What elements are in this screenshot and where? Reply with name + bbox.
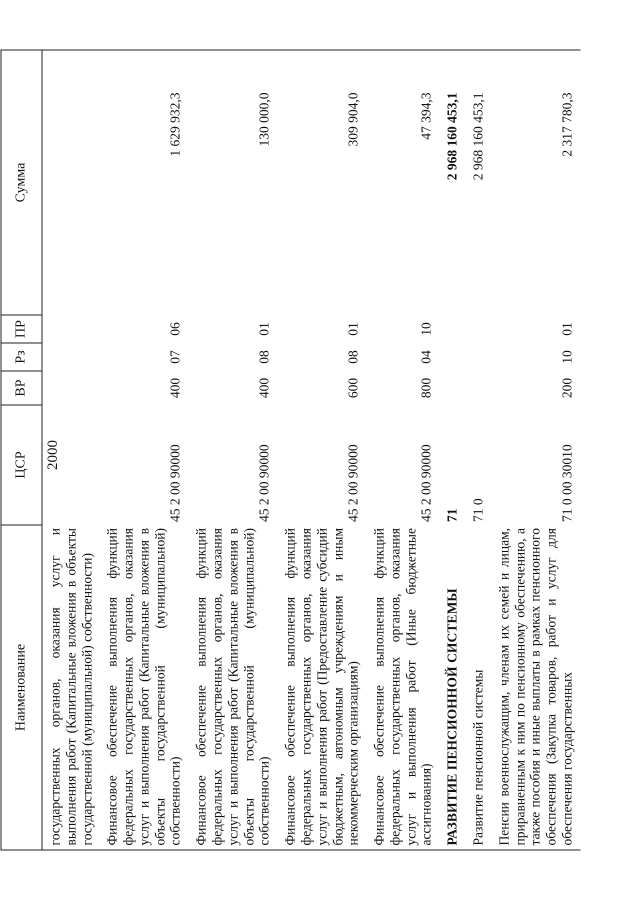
row-vr: 600 [345,377,361,399]
header-rz: Рз [1,343,42,371]
row-vr [465,371,491,405]
table-row [367,50,440,850]
row-name: Развитие пенсионной системы [465,525,491,850]
header-vr: ВР [1,371,42,405]
row-vr: 800 [418,377,434,399]
rotated-page-content [1,51,575,851]
row-pr: 10 [418,322,434,336]
row-vr [42,371,100,405]
row-name: РАЗВИТИЕ ПЕНСИОННОЙ СИСТЕМЫ [440,525,466,850]
table-row [278,50,367,850]
row-pr: 01 [559,322,575,336]
row-rz: 04 [418,350,434,364]
row-pr [42,315,100,343]
row-sum: 1 629 932,3 [100,50,189,315]
row-name: Финансовое обеспечение выполнения функций федеральных государственных органов, оказания услуг и выполнения работ (Иные бюджетные ассигнования) [367,525,440,850]
row-name: Финансовое обеспечение выполнения функций федеральных государственных органов, оказания услуг и выполнения работ (Капитальные вложения в объекты государственной (муниципальной) собственности) [189,525,278,850]
table-row [465,50,491,850]
row-csr: 45 2 00 90000 [418,444,434,522]
row-csr: 45 2 00 90000 [167,444,183,522]
budget-table [1,50,581,851]
row-rz [440,343,466,371]
row-rz: 07 [167,350,183,364]
header-pr: ПР [1,315,42,343]
row-name: Финансовое обеспечение выполнения функций федеральных государственных органов, оказания услуг и выполнения работ (Предоставление субсидий бюджетным, автономным учреждениям и иным некоммерческим организациям) [278,525,367,850]
page-number: 2000 [45,440,61,470]
row-csr [42,405,100,525]
row-csr: 45 2 00 90000 [345,444,361,522]
row-pr [440,315,466,343]
row-name: государственных органов, оказания услуг и выполнения работ (Капитальные вложения в объекты государственной (муниципальной) собственности) [42,525,100,850]
row-pr [465,315,491,343]
table-row-section [440,50,466,850]
header-csr: ЦСР [1,405,42,525]
table-row [42,50,100,850]
header-name: Наименование [1,525,42,850]
row-name: Финансовое обеспечение выполнения функций федеральных государственных органов, оказания услуг и выполнения работ (Капитальные вложения в объекты государственной (муниципальной) собственности) [100,525,189,850]
row-sum [42,50,100,315]
row-rz [465,343,491,371]
row-sum: 47 394,3 [367,50,440,315]
row-pr: 01 [345,322,361,336]
row-vr [440,371,466,405]
row-csr: 71 0 [470,498,486,522]
row-sum: 309 904,0 [278,50,367,315]
table-row [491,50,580,850]
row-pr: 01 [256,322,272,336]
row-csr: 45 2 00 90000 [256,444,272,522]
row-sum: 2 968 160 453,1 [440,50,466,315]
row-sum: 2 317 780,3 [491,50,580,315]
table-row [189,50,278,850]
row-csr: 71 [444,508,460,522]
row-sum: 130 000,0 [189,50,278,315]
row-vr: 200 [559,377,575,399]
table-header-row [1,50,42,850]
row-sum: 2 968 160 453,1 [465,50,491,315]
row-rz [42,343,100,371]
row-rz: 10 [559,350,575,364]
row-name: Пенсии военнослужащим, членам их семей и лицам, приравненным к ним по пенсионному обеспечению, а также пособия и иные выплаты в рамках пенсионного обеспечения (Закупка товаров, работ и услуг для обеспечения государственных [491,525,580,850]
table-row [100,50,189,850]
row-pr: 06 [167,322,183,336]
row-vr: 400 [256,377,272,399]
row-csr: 71 0 00 30010 [559,444,575,522]
row-rz: 08 [256,350,272,364]
row-vr: 400 [167,377,183,399]
row-rz: 08 [345,350,361,364]
header-sum: Сумма [1,50,42,315]
